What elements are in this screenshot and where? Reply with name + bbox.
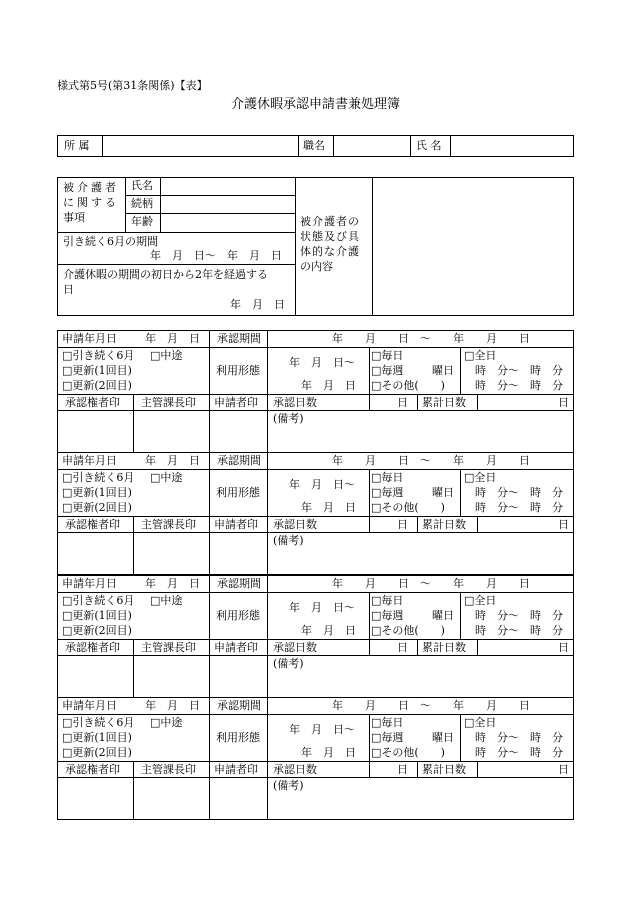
- all-day-checkbox[interactable]: □全日: [464, 471, 497, 484]
- usage-start-date[interactable]: 年 月 日～: [289, 478, 355, 491]
- table-line: [477, 761, 478, 777]
- table-line: [209, 347, 210, 394]
- table-line: [460, 347, 461, 394]
- table-line: [417, 516, 418, 532]
- table-line: [369, 592, 370, 655]
- all-day-checkbox[interactable]: □全日: [464, 716, 497, 729]
- usage-start-date[interactable]: 年 月 日～: [289, 356, 355, 369]
- option-renew1-checkbox[interactable]: □更新(1回目): [62, 609, 132, 622]
- weekday-label: 曜日: [432, 364, 454, 377]
- time-range-2[interactable]: 時 分～ 時 分: [475, 501, 563, 514]
- approved-days-label: 承認日数: [273, 641, 317, 654]
- table-line: [369, 714, 370, 777]
- approval-period-value[interactable]: 年 月 日 ～ 年 月 日: [332, 454, 530, 467]
- condition-label-4: の内容: [300, 260, 333, 273]
- applicant-seal-label: 申請者印: [214, 518, 258, 531]
- time-range-2[interactable]: 時 分～ 時 分: [475, 379, 563, 392]
- cumulative-days-label: 累計日数: [422, 641, 466, 654]
- table-line: [57, 394, 574, 395]
- approver-seal-label: 承認権者印: [65, 396, 120, 409]
- daily-checkbox[interactable]: □毎日: [371, 716, 404, 729]
- approved-days-unit: 日: [397, 518, 408, 531]
- usage-type-label: 利用形態: [216, 731, 260, 744]
- table-line: [133, 639, 134, 698]
- table-line: [209, 516, 210, 575]
- option-midway-checkbox[interactable]: □中途: [150, 349, 183, 362]
- option-continue-checkbox[interactable]: □引き続く6月: [62, 349, 135, 362]
- table-line: [133, 394, 134, 453]
- table-line: [57, 714, 574, 715]
- table-line: [267, 697, 268, 820]
- applicant-seal-label: 申請者印: [214, 763, 258, 776]
- care-recipient-label-1: 被介護者: [63, 181, 119, 194]
- time-range-2[interactable]: 時 分～ 時 分: [475, 746, 563, 759]
- cumulative-days-label: 累計日数: [422, 763, 466, 776]
- option-midway-checkbox[interactable]: □中途: [150, 471, 183, 484]
- weekly-checkbox[interactable]: □毎週: [371, 731, 404, 744]
- usage-start-date[interactable]: 年 月 日～: [289, 723, 355, 736]
- daily-checkbox[interactable]: □毎日: [371, 349, 404, 362]
- weekday-label: 曜日: [432, 609, 454, 622]
- approved-days-label: 承認日数: [273, 518, 317, 531]
- manager-seal-label: 主管課長印: [141, 641, 196, 654]
- approver-seal-label: 承認権者印: [65, 641, 120, 654]
- cumulative-days-label: 累計日数: [422, 518, 466, 531]
- option-continue-checkbox[interactable]: □引き続く6月: [62, 471, 135, 484]
- usage-end-date[interactable]: 年 月 日: [301, 501, 356, 514]
- two-year-label: 介護休暇の期間の初日から2年を経過する: [63, 268, 268, 281]
- remarks-label: (備考): [273, 534, 304, 547]
- table-line: [209, 575, 210, 592]
- time-range-1[interactable]: 時 分～ 時 分: [475, 609, 563, 622]
- other-checkbox[interactable]: □その他( ): [371, 379, 445, 392]
- manager-seal-label: 主管課長印: [141, 518, 196, 531]
- option-renew1-checkbox[interactable]: □更新(1回目): [62, 486, 132, 499]
- option-renew2-checkbox[interactable]: □更新(2回目): [62, 746, 132, 759]
- manager-seal-label: 主管課長印: [141, 763, 196, 776]
- recipient-age-field[interactable]: [162, 214, 293, 230]
- cumulative-days-unit: 日: [558, 396, 569, 409]
- table-line: [57, 777, 574, 778]
- job-title-field[interactable]: [335, 137, 408, 155]
- recipient-age-label: 年齢: [131, 215, 153, 228]
- option-continue-checkbox[interactable]: □引き続く6月: [62, 594, 135, 607]
- name-field[interactable]: [452, 137, 572, 155]
- other-checkbox[interactable]: □その他( ): [371, 501, 445, 514]
- table-line: [209, 714, 210, 761]
- table-line: [57, 516, 574, 517]
- approval-period-value[interactable]: 年 月 日 ～ 年 月 日: [332, 699, 530, 712]
- table-line: [417, 394, 418, 410]
- usage-type-label: 利用形態: [216, 486, 260, 499]
- recipient-name-field[interactable]: [162, 178, 293, 194]
- approval-period-label: 承認期間: [217, 577, 261, 590]
- all-day-checkbox[interactable]: □全日: [464, 594, 497, 607]
- table-line: [57, 639, 574, 640]
- table-line: [57, 532, 574, 533]
- applicant-seal-label: 申請者印: [214, 641, 258, 654]
- table-line: [267, 330, 268, 453]
- table-line: [477, 394, 478, 410]
- two-year-label-2: 日: [63, 283, 74, 296]
- weekly-checkbox[interactable]: □毎週: [371, 609, 404, 622]
- table-line: [57, 410, 574, 411]
- cumulative-days-unit: 日: [558, 763, 569, 776]
- option-renew2-checkbox[interactable]: □更新(2回目): [62, 624, 132, 637]
- time-range-2[interactable]: 時 分～ 時 分: [475, 624, 563, 637]
- applicant-seal-label: 申請者印: [214, 396, 258, 409]
- remarks-label: (備考): [273, 657, 304, 670]
- cumulative-days-unit: 日: [558, 641, 569, 654]
- form-number-label: 様式第5号(第31条関係)【表】: [57, 79, 208, 92]
- all-day-checkbox[interactable]: □全日: [464, 349, 497, 362]
- affiliation-label: 所 属: [64, 139, 90, 152]
- six-month-period-label: 引き続く6月の期間: [63, 235, 158, 248]
- weekday-label: 曜日: [432, 731, 454, 744]
- usage-end-date[interactable]: 年 月 日: [301, 746, 356, 759]
- other-checkbox[interactable]: □その他( ): [371, 624, 445, 637]
- condition-label-3: 体的な介護: [300, 245, 360, 258]
- usage-end-date[interactable]: 年 月 日: [301, 379, 356, 392]
- care-recipient-label-2: に関する: [63, 196, 119, 209]
- other-checkbox[interactable]: □その他( ): [371, 746, 445, 759]
- table-line: [133, 761, 134, 820]
- usage-start-date[interactable]: 年 月 日～: [289, 601, 355, 614]
- table-line: [460, 714, 461, 761]
- approval-period-label: 承認期間: [217, 454, 261, 467]
- remarks-label: (備考): [273, 412, 304, 425]
- table-line: [477, 516, 478, 532]
- table-line: [209, 592, 210, 639]
- weekly-checkbox[interactable]: □毎週: [371, 486, 404, 499]
- table-line: [57, 655, 574, 656]
- apply-date-value[interactable]: 年 月 日: [145, 699, 200, 712]
- weekday-label: 曜日: [432, 486, 454, 499]
- approved-days-label: 承認日数: [273, 763, 317, 776]
- apply-date-label: 申請年月日: [62, 699, 117, 712]
- apply-date-label: 申請年月日: [62, 454, 117, 467]
- time-range-1[interactable]: 時 分～ 時 分: [475, 364, 563, 377]
- approved-days-unit: 日: [397, 396, 408, 409]
- table-line: [209, 761, 210, 820]
- option-continue-checkbox[interactable]: □引き続く6月: [62, 716, 135, 729]
- table-line: [133, 516, 134, 575]
- condition-label-2: 状態及び具: [300, 230, 360, 243]
- remarks-label: (備考): [273, 779, 304, 792]
- condition-content-field[interactable]: [374, 179, 572, 314]
- recipient-relation-field[interactable]: [162, 196, 293, 212]
- approver-seal-label: 承認権者印: [65, 518, 120, 531]
- table-line: [460, 469, 461, 516]
- usage-end-date[interactable]: 年 月 日: [301, 624, 356, 637]
- job-title-label: 職名: [303, 139, 325, 152]
- usage-type-label: 利用形態: [216, 364, 260, 377]
- option-renew1-checkbox[interactable]: □更新(1回目): [62, 364, 132, 377]
- affiliation-field[interactable]: [104, 137, 296, 155]
- table-line: [209, 394, 210, 453]
- usage-type-label: 利用形態: [216, 609, 260, 622]
- approval-period-value[interactable]: 年 月 日 ～ 年 月 日: [332, 577, 530, 590]
- option-midway-checkbox[interactable]: □中途: [150, 716, 183, 729]
- approver-seal-label: 承認権者印: [65, 763, 120, 776]
- daily-checkbox[interactable]: □毎日: [371, 594, 404, 607]
- option-renew2-checkbox[interactable]: □更新(2回目): [62, 501, 132, 514]
- option-midway-checkbox[interactable]: □中途: [150, 594, 183, 607]
- table-line: [57, 592, 574, 593]
- approval-period-label: 承認期間: [217, 699, 261, 712]
- table-line: [57, 347, 574, 348]
- apply-date-label: 申請年月日: [62, 332, 117, 345]
- cumulative-days-unit: 日: [558, 518, 569, 531]
- six-month-period-value[interactable]: 年 月 日～ 年 月 日: [150, 249, 282, 262]
- table-line: [369, 347, 370, 410]
- page-title: 介護休暇承認申請書兼処理簿: [231, 97, 401, 112]
- table-line: [209, 469, 210, 516]
- daily-checkbox[interactable]: □毎日: [371, 471, 404, 484]
- recipient-relation-label: 続柄: [131, 197, 153, 210]
- approval-period-label: 承認期間: [217, 332, 261, 345]
- table-line: [209, 330, 210, 347]
- approval-period-value[interactable]: 年 月 日 ～ 年 月 日: [332, 332, 530, 345]
- table-line: [267, 575, 268, 698]
- approved-days-unit: 日: [397, 641, 408, 654]
- approved-days-unit: 日: [397, 763, 408, 776]
- time-range-1[interactable]: 時 分～ 時 分: [475, 486, 563, 499]
- option-renew1-checkbox[interactable]: □更新(1回目): [62, 731, 132, 744]
- condition-label-1: 被介護者の: [300, 215, 360, 228]
- apply-date-value[interactable]: 年 月 日: [145, 332, 200, 345]
- table-line: [267, 452, 268, 575]
- weekly-checkbox[interactable]: □毎週: [371, 364, 404, 377]
- table-line: [209, 639, 210, 698]
- name-label: 氏 名: [416, 139, 442, 152]
- option-renew2-checkbox[interactable]: □更新(2回目): [62, 379, 132, 392]
- care-recipient-label-3: 事項: [63, 211, 85, 224]
- table-line: [477, 639, 478, 655]
- table-line: [417, 761, 418, 777]
- table-line: [369, 469, 370, 532]
- manager-seal-label: 主管課長印: [141, 396, 196, 409]
- table-line: [417, 639, 418, 655]
- recipient-name-label: 氏名: [131, 179, 153, 192]
- approved-days-label: 承認日数: [273, 396, 317, 409]
- two-year-value[interactable]: 年 月 日: [230, 298, 285, 311]
- table-line: [57, 469, 574, 470]
- apply-date-value[interactable]: 年 月 日: [145, 577, 200, 590]
- table-line: [460, 592, 461, 639]
- apply-date-label: 申請年月日: [62, 577, 117, 590]
- table-line: [209, 452, 210, 469]
- time-range-1[interactable]: 時 分～ 時 分: [475, 731, 563, 744]
- table-line: [57, 761, 574, 762]
- table-line: [209, 697, 210, 714]
- apply-date-value[interactable]: 年 月 日: [145, 454, 200, 467]
- cumulative-days-label: 累計日数: [422, 396, 466, 409]
